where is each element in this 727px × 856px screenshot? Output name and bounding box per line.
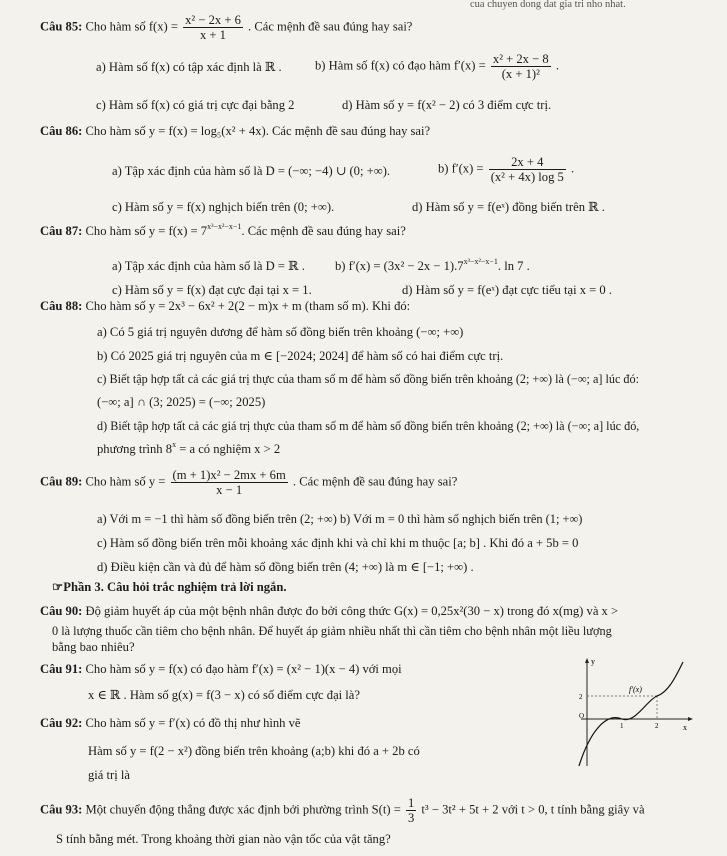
q89-ab: a) Với m = −1 thì hàm số đồng biến trên (2; +∞) b) Với m = 0 thì hàm số nghịch biến trên (1; +∞) <box>97 512 583 526</box>
q88-c1: c) Biết tập hợp tất cả các giá trị thực của tham số m để hàm số đồng biến trên khoảng (2; +∞) là (−∞; a] lúc đó: <box>97 372 640 386</box>
q85-d: d) Hàm số y = f(x² − 2) có 3 điểm cực trị. <box>342 98 552 112</box>
q88-d2-exp: x <box>172 440 177 449</box>
q86-b-post: . <box>570 161 575 176</box>
q86-c: c) Hàm số y = f(x) nghịch biến trên (0; +∞). <box>112 200 335 214</box>
q87-stem-a: Cho hàm số y = f(x) = 7 <box>85 224 208 238</box>
q85-stem-b: . Các mệnh đề sau đúng hay sai? <box>248 19 413 34</box>
part3-heading: ☞Phần 3. Câu hỏi trắc nghiệm trả lời ngắn. <box>52 580 287 594</box>
q86-b-fraction <box>489 155 566 184</box>
q89-d: d) Điều kiện cần và đủ để hàm số đồng biến trên (4; +∞) là m ∈ [−1; +∞) . <box>97 560 474 574</box>
q86-label: Câu 86: <box>40 124 83 138</box>
q93-line1-b: t³ − 3t² + 5t + 2 với t > 0, t tính bằng giây và <box>421 802 645 817</box>
q88-stem <box>40 299 410 314</box>
x-axis-arrow <box>688 717 693 721</box>
q87-label: Câu 87: <box>40 224 83 238</box>
q87-stem-exp: x³−x²−x−1 <box>207 222 242 231</box>
graph-tick-origin: O <box>579 712 585 720</box>
q86-b-num: 2x + 4 <box>489 155 566 170</box>
q86-d: d) Hàm số y = f(eˣ) đồng biến trên ℝ . <box>412 200 605 214</box>
q90-line1-text: Độ giảm huyết áp của một bệnh nhân được đo bởi công thức G(x) = 0,25x²(30 − x) trong đó x(mg) và x > <box>85 604 619 618</box>
q85-frac-num: x² − 2x + 6 <box>185 13 241 27</box>
q93-frac-den: 3 <box>407 811 415 825</box>
q89-frac-den: x − 1 <box>216 483 243 497</box>
q86-b <box>438 155 574 184</box>
q85-b <box>315 52 559 81</box>
q90-line1 <box>40 604 618 619</box>
q85-stem <box>40 13 412 42</box>
q92-line1-text: Cho hàm số y = f′(x) có đồ thị như hình vẽ <box>85 716 301 730</box>
q93-label: Câu 93: <box>40 802 83 817</box>
q89-c: c) Hàm số đồng biến trên mỗi khoảng xác định khi và chỉ khi m thuộc [a; b] . Khi đó a + 5b = 0 <box>97 536 579 550</box>
q89-frac-num: (m + 1)x² − 2mx + 6m <box>172 468 286 482</box>
q85-b-post: . <box>555 58 559 73</box>
q85-b-num: x² + 2x − 8 <box>492 52 549 66</box>
q86-b-den: (x² + 4x) log 5 <box>490 170 564 184</box>
q89-stem <box>40 468 457 497</box>
q92-line1 <box>40 716 301 731</box>
q93-line2: S tính bằng mét. Trong khoảng thời gian nào vận tốc của vật tăng? <box>56 832 391 846</box>
q89-stem-a: Cho hàm số y = <box>85 474 166 489</box>
q91-line1-text: Cho hàm số y = f(x) có đạo hàm f′(x) = (x² − 1)(x − 4) với mọi <box>85 662 402 676</box>
header-fragment: cua chuyen dong dat gia tri nho nhat. <box>470 0 626 10</box>
q88-d2 <box>97 442 280 457</box>
fprime-curve <box>579 662 683 766</box>
q91-label: Câu 91: <box>40 662 83 676</box>
q93-line1-a: Một chuyển động thẳng được xác định bởi phường trình S(t) = <box>85 802 401 817</box>
q87-stem <box>40 224 406 239</box>
q90-line3: bằng bao nhiêu? <box>52 640 135 654</box>
q87-b <box>335 259 530 274</box>
q91-line2: x ∈ ℝ . Hàm số g(x) = f(3 − x) có số điểm cực đại là? <box>88 688 360 702</box>
q90-line2: 0 là lượng thuốc cần tiêm cho bệnh nhân. Để huyết áp giảm nhiều nhất thì cần tiêm cho bệnh nhân một liều lượng <box>52 624 612 638</box>
q88-label: Câu 88: <box>40 299 83 313</box>
q85-c: c) Hàm số f(x) có giá trị cực đại bằng 2 <box>96 98 295 112</box>
q90-label: Câu 90: <box>40 604 83 618</box>
q86-b-pre: b) f′(x) = <box>438 161 484 176</box>
q87-d: d) Hàm số y = f(eˣ) đạt cực tiểu tại x = 0 . <box>402 283 613 297</box>
graph-tick-x2: 2 <box>655 722 659 730</box>
q85-b-fraction <box>491 52 551 81</box>
q85-stem-a: Cho hàm số f(x) = <box>85 19 178 34</box>
q85-b-pre: b) Hàm số f(x) có đạo hàm f′(x) = <box>315 58 486 73</box>
q92-line3: giá trị là <box>88 768 130 782</box>
q93-fraction <box>406 796 416 825</box>
q89-stem-b: . Các mệnh đề sau đúng hay sai? <box>292 474 458 489</box>
graph-tick-x1: 1 <box>620 722 624 730</box>
graph-y-label: y <box>591 657 595 666</box>
q87-c: c) Hàm số y = f(x) đạt cực đại tại x = 1. <box>112 283 312 297</box>
q87-a: a) Tập xác định của hàm số là D = ℝ . <box>112 259 305 273</box>
q86-a: a) Tập xác định của hàm số là D = (−∞; −4) ∪ (0; +∞). <box>112 164 391 178</box>
derivative-graph <box>577 654 697 774</box>
q85-b-den: (x + 1)² <box>501 67 540 81</box>
q89-label: Câu 89: <box>40 474 83 489</box>
q88-b: b) Có 2025 giá trị nguyên của m ∈ [−2024; 2024] để hàm số có hai điểm cực trị. <box>97 349 504 363</box>
q92-label: Câu 92: <box>40 716 83 730</box>
q87-b-a: b) f′(x) = (3x² − 2x − 1).7 <box>335 259 464 273</box>
q86-stem <box>40 124 430 139</box>
q88-c2: (−∞; a] ∩ (3; 2025) = (−∞; 2025) <box>97 395 266 409</box>
q88-d1: d) Biết tập hợp tất cả các giá trị thực của tham số m để hàm số đồng biến trên khoảng (2; +∞) là (−∞; a] lúc đó, <box>97 419 640 433</box>
q85-frac-den: x + 1 <box>199 28 226 42</box>
q86-stem-text: Cho hàm số y = f(x) = log₅(x² + 4x). Các mệnh đề sau đúng hay sai? <box>85 124 431 138</box>
q87-stem-b: . Các mệnh đề sau đúng hay sai? <box>241 224 406 238</box>
q92-line2: Hàm số y = f(2 − x²) đồng biến trên khoảng (a;b) khi đó a + 2b có <box>88 744 420 758</box>
q88-d2-b: = a có nghiệm x > 2 <box>176 442 281 456</box>
q88-d2-a: phương trình 8 <box>97 442 173 456</box>
q88-stem-text: Cho hàm số y = 2x³ − 6x² + 2(2 − m)x + m (tham số m). Khi đó: <box>85 299 411 313</box>
q85-fraction <box>183 13 243 42</box>
q87-b-exp: x³−x²−x−1 <box>463 257 498 266</box>
q87-b-b: . ln 7 . <box>497 259 530 273</box>
graph-tick-y2: 2 <box>579 693 583 701</box>
q91-line1 <box>40 662 402 677</box>
q85-a: a) Hàm số f(x) có tập xác định là ℝ . <box>96 60 282 74</box>
graph-x-label: x <box>683 723 687 732</box>
q88-a: a) Có 5 giá trị nguyên dương để hàm số đồng biến trên khoảng (−∞; +∞) <box>97 325 464 339</box>
q93-frac-num: 1 <box>407 796 415 810</box>
y-axis-arrow <box>585 658 589 663</box>
graph-fx-label: f′(x) <box>629 685 642 694</box>
q85-label: Câu 85: <box>40 19 83 34</box>
q93-line1 <box>40 796 645 825</box>
q89-fraction <box>171 468 288 497</box>
